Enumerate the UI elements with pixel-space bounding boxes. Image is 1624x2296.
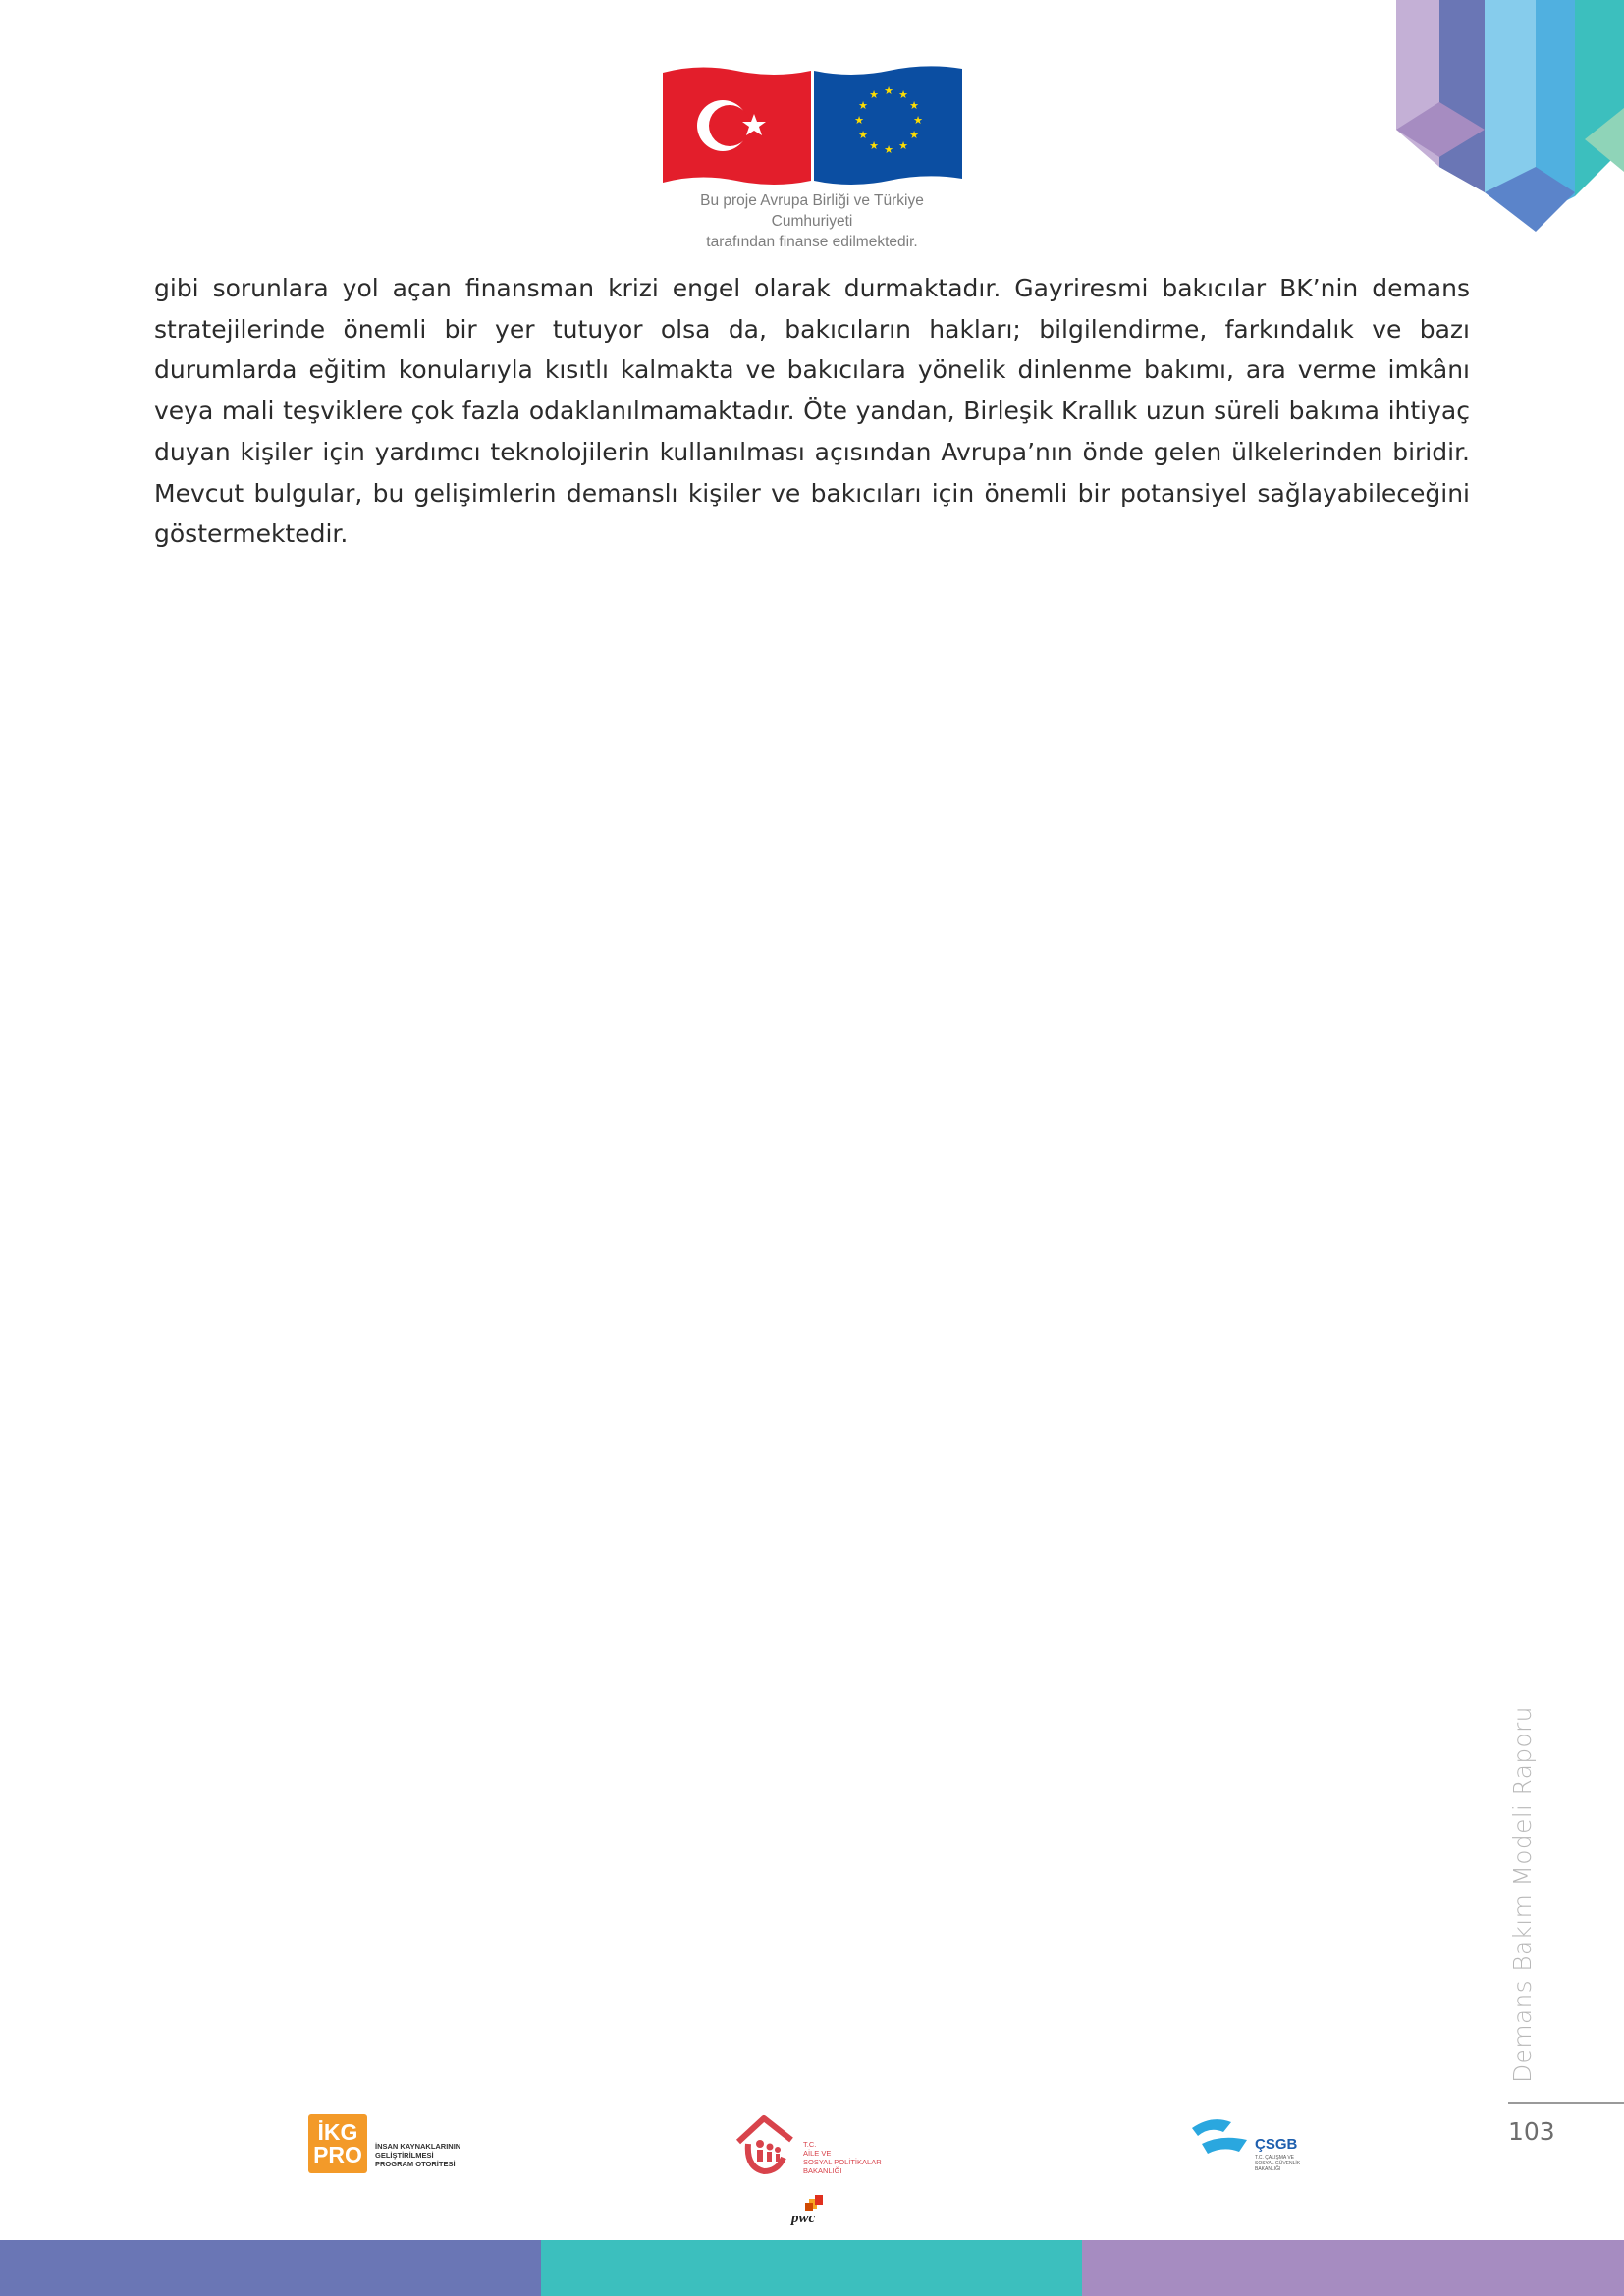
footer-bar-segment-3 <box>1082 2240 1624 2296</box>
funding-caption-line2: tarafından finanse edilmektedir. <box>706 234 918 250</box>
corner-decoration-icon <box>1379 0 1624 236</box>
funding-caption-line1: Bu proje Avrupa Birliği ve Türkiye Cumhuriyeti <box>700 192 924 230</box>
aile-text-line2: AİLE VE <box>803 2149 832 2158</box>
page-number: 103 <box>1508 2117 1555 2146</box>
ikg-pro-logo <box>308 2114 475 2177</box>
body-paragraph: gibi sorunlara yol açan finansman krizi engel olarak durmaktadır. Gayriresmi bakıcılar BK’nin demans stratejilerinde önemli bir yer tutuyor olsa da, bakıcıların hakları; bilgilendirme, farkındalık ve bazı durumlarda eğitim konularıyla kısıtlı kalmakta ve bakıcılara yönelik dinlenme bakımı, ara verme imkânı veya mali teşviklere çok fazla odaklanılmamaktadır. Öte yandan, Birleşik Krallık uzun süreli bakıma ihtiyaç duyan kişiler için yardımcı teknolojilerin kullanılması açısından Avrupa’nın önde gelen ülkelerinden biridir. Mevcut bulgular, bu gelişimlerin demanslı kişiler ve bakıcıları için önemli bir potansiyel sağlayabileceğini göstermektedir. <box>154 274 1470 549</box>
svg-text:★: ★ <box>869 139 879 152</box>
svg-text:★: ★ <box>909 99 919 112</box>
ikg-mark-line2: PRO <box>313 2142 362 2167</box>
ikg-text-line1: İNSAN KAYNAKLARININ <box>375 2142 461 2151</box>
footer-color-bar <box>0 2240 1624 2296</box>
footer-bar-segment-1 <box>0 2240 541 2296</box>
aile-text-line3: SOSYAL POLİTİKALAR <box>803 2158 882 2166</box>
page-divider <box>1508 2102 1624 2104</box>
ikg-pro-mark <box>308 2114 367 2173</box>
csgb-wordmark: ÇSGB <box>1255 2136 1298 2153</box>
csgb-subtext <box>1255 2155 1300 2172</box>
ikg-pro-text <box>375 2142 460 2168</box>
aile-text-line1: T.C. <box>803 2140 817 2149</box>
csgb-sub-line2: SOSYAL GÜVENLİK <box>1255 2161 1301 2166</box>
ikg-text-line2: GELİŞTİRİLMESİ <box>375 2151 434 2160</box>
svg-text:★: ★ <box>869 88 879 101</box>
csgb-wave-icon <box>1188 2114 1253 2158</box>
eu-turkey-funding-logo <box>660 65 964 250</box>
pwc-logo <box>789 2195 829 2228</box>
flags-icon <box>660 65 964 187</box>
csgb-logo <box>1188 2114 1316 2179</box>
svg-text:★: ★ <box>898 139 908 152</box>
ikg-mark-line1: İKG <box>317 2119 358 2145</box>
svg-text:★: ★ <box>858 129 868 141</box>
aile-ministry-logo <box>734 2110 892 2179</box>
funding-caption <box>660 190 964 252</box>
svg-text:★: ★ <box>913 114 923 127</box>
svg-text:★: ★ <box>884 84 893 97</box>
footer-bar-segment-2 <box>541 2240 1082 2296</box>
aile-ministry-text <box>803 2140 882 2175</box>
svg-text:★: ★ <box>854 114 864 127</box>
svg-text:★: ★ <box>858 99 868 112</box>
ikg-text-line3: PROGRAM OTORİTESİ <box>375 2160 456 2168</box>
svg-text:★: ★ <box>884 143 893 156</box>
svg-text:★: ★ <box>898 88 908 101</box>
svg-text:★: ★ <box>909 129 919 141</box>
family-house-icon <box>734 2114 799 2175</box>
csgb-sub-line3: BAKANLIĞI <box>1255 2166 1281 2172</box>
pwc-wordmark: pwc <box>791 2211 816 2226</box>
aile-text-line4: BAKANLIĞI <box>803 2166 842 2175</box>
csgb-sub-line1: T.C. ÇALIŞMA VE <box>1255 2155 1295 2161</box>
report-title-vertical: Demans Bakım Modeli Raporu <box>1508 1706 1537 2083</box>
